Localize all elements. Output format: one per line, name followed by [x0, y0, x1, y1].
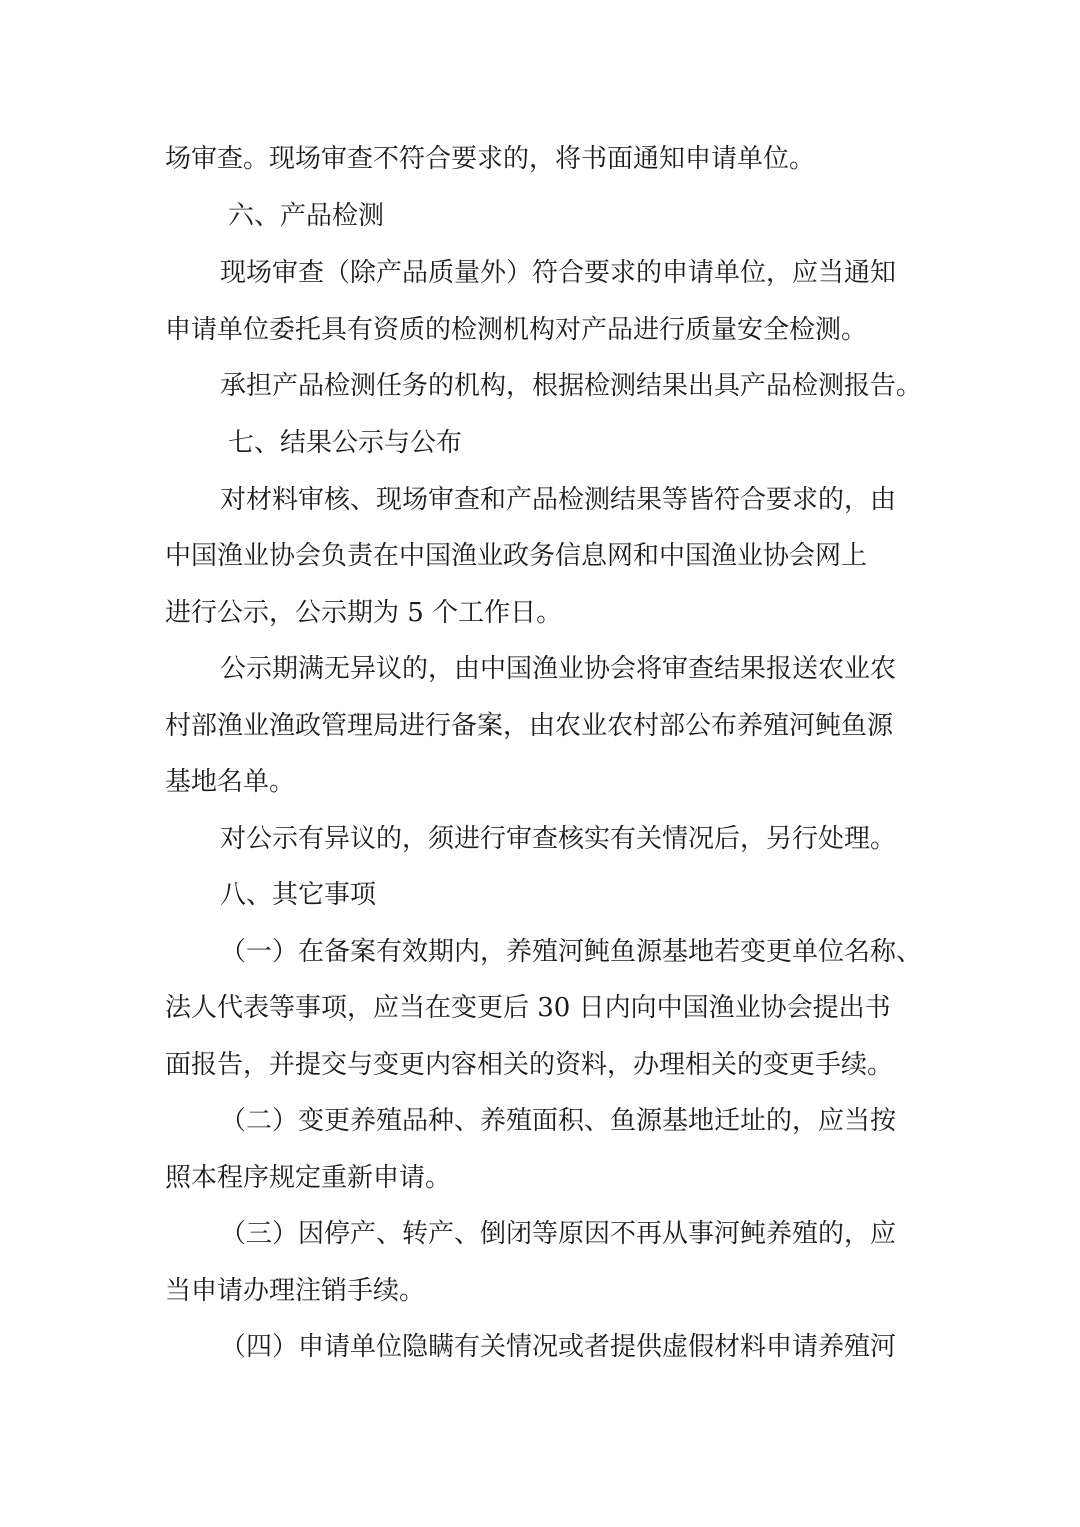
paragraph-line: 照本程序规定重新申请。: [165, 1163, 452, 1193]
paragraph-line: 对公示有异议的，须进行审查核实有关情况后，另行处理。: [220, 824, 897, 854]
section-heading-6: 六、产品检测: [228, 201, 385, 231]
paragraph-line: 村部渔业渔政管理局进行备案，由农业农村部公布养殖河鲀鱼源: [165, 711, 894, 741]
paragraph-line: 进行公示，公示期为 5 个工作日。: [165, 598, 563, 628]
paragraph-line: 场审查。现场审查不符合要求的，将书面通知申请单位。: [165, 144, 816, 174]
section-heading-8: 八、其它事项: [220, 880, 377, 910]
paragraph-line: 当申请办理注销手续。: [165, 1276, 426, 1306]
section-heading-7: 七、结果公示与公布: [228, 428, 463, 458]
paragraph-line: 基地名单。: [165, 767, 296, 797]
paragraph-line: 中国渔业协会负责在中国渔业政务信息网和中国渔业协会网上: [165, 541, 868, 571]
paragraph-line: 承担产品检测任务的机构，根据检测结果出具产品检测报告。: [220, 371, 923, 401]
paragraph-line: （四）申请单位隐瞒有关情况或者提供虚假材料申请养殖河: [220, 1332, 897, 1362]
paragraph-line: 申请单位委托具有资质的检测机构对产品进行质量安全检测。: [165, 315, 868, 345]
paragraph-line: （一）在备案有效期内，养殖河鲀鱼源基地若变更单位名称、: [220, 937, 923, 967]
paragraph-line: 法人代表等事项，应当在变更后 30 日内向中国渔业协会提出书: [165, 993, 891, 1023]
paragraph-line: 现场审查（除产品质量外）符合要求的申请单位，应当通知: [220, 258, 897, 288]
paragraph-line: 公示期满无异议的，由中国渔业协会将审查结果报送农业农: [220, 654, 897, 684]
paragraph-line: 对材料审核、现场审查和产品检测结果等皆符合要求的，由: [220, 485, 897, 515]
paragraph-line: （二）变更养殖品种、养殖面积、鱼源基地迁址的，应当按: [220, 1106, 897, 1136]
paragraph-line: （三）因停产、转产、倒闭等原因不再从事河鲀养殖的，应: [220, 1219, 897, 1249]
paragraph-line: 面报告，并提交与变更内容相关的资料，办理相关的变更手续。: [165, 1050, 894, 1080]
